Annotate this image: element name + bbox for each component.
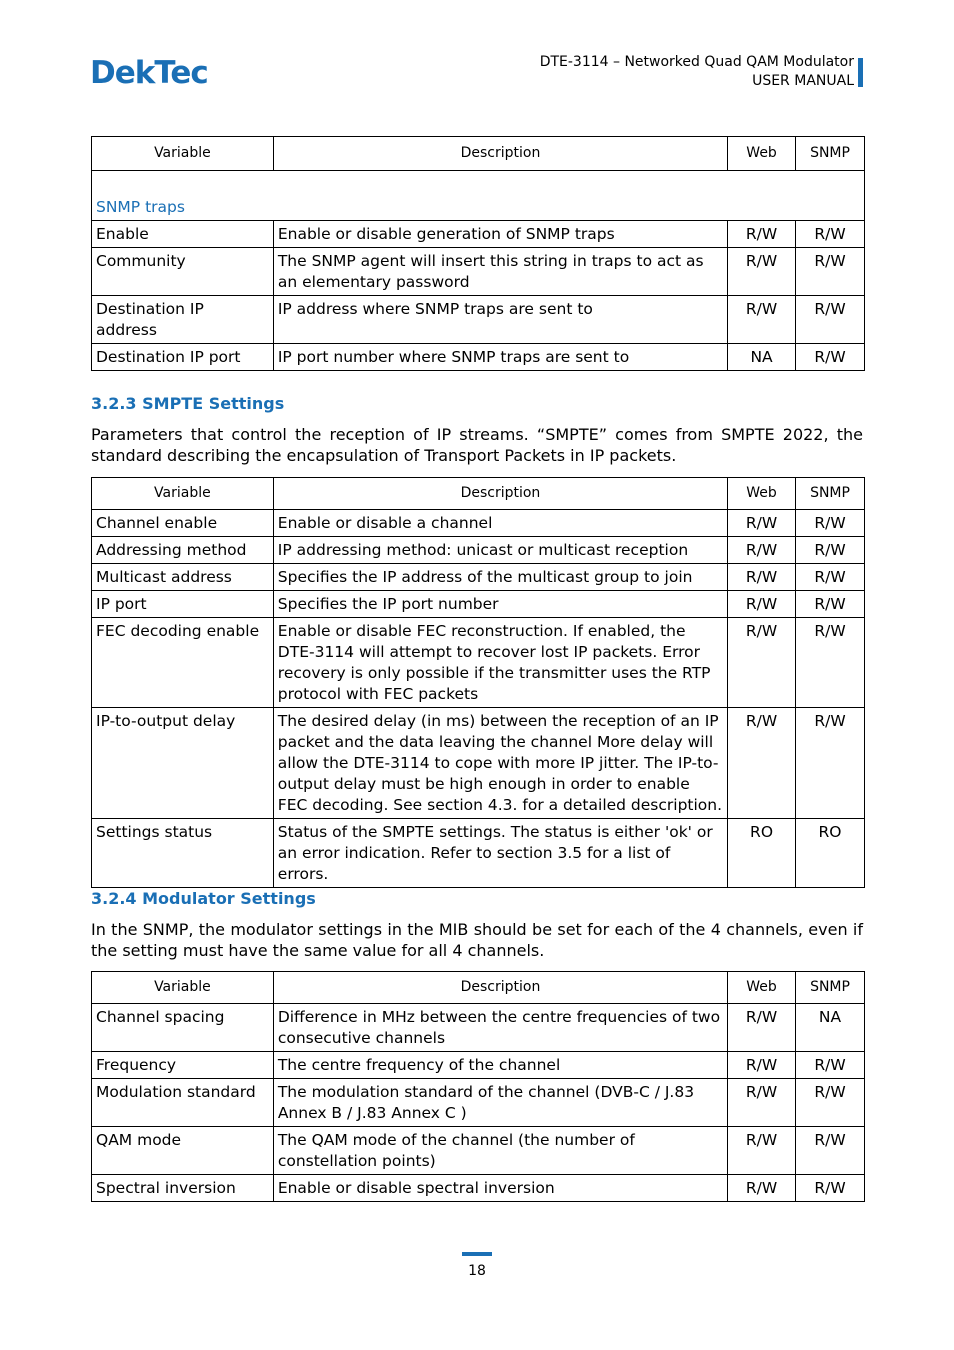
table-row — [92, 221, 865, 248]
variable-cell: Addressing method — [92, 537, 274, 564]
web-access-cell: R/W — [728, 537, 796, 564]
web-access-cell: NA — [728, 344, 796, 371]
snmp-access-cell: RO — [796, 819, 865, 888]
table-row — [92, 591, 865, 618]
snmp-access-cell: R/W — [796, 708, 865, 819]
table-row — [92, 344, 865, 371]
table-row — [92, 296, 865, 344]
web-access-cell: R/W — [728, 1175, 796, 1202]
snmp-access-cell: R/W — [796, 248, 865, 296]
web-access-cell: R/W — [728, 1079, 796, 1127]
col-web: Web — [728, 972, 796, 1004]
col-description: Description — [273, 478, 727, 510]
description-cell: The QAM mode of the channel (the number of constellation points) — [273, 1127, 727, 1175]
header-subtitle: USER MANUAL — [752, 73, 854, 89]
col-snmp: SNMP — [796, 137, 865, 171]
col-web: Web — [728, 137, 796, 171]
variable-cell: QAM mode — [92, 1127, 274, 1175]
section-label: SNMP traps — [92, 171, 865, 221]
col-variable: Variable — [92, 972, 274, 1004]
col-description: Description — [273, 972, 727, 1004]
header-accent-bar — [858, 58, 863, 87]
variable-cell: Destination IP address — [92, 296, 274, 344]
snmp-access-cell: R/W — [796, 537, 865, 564]
table-row — [92, 1052, 865, 1079]
snmp-access-cell: R/W — [796, 1079, 865, 1127]
snmp-access-cell: R/W — [796, 1175, 865, 1202]
web-access-cell: R/W — [728, 618, 796, 708]
modulator-intro: In the SNMP, the modulator settings in the MIB should be set for each of the 4 channels, even if the setting must have the same value for all 4 channels. — [91, 920, 863, 960]
variable-cell: Spectral inversion — [92, 1175, 274, 1202]
description-cell: Enable or disable generation of SNMP traps — [273, 221, 727, 248]
heading-smpte-settings: 3.2.3 SMPTE Settings — [91, 394, 285, 413]
col-description: Description — [273, 137, 727, 171]
snmp-access-cell: NA — [796, 1004, 865, 1052]
snmp-access-cell: R/W — [796, 1127, 865, 1175]
variable-cell: Channel spacing — [92, 1004, 274, 1052]
description-cell: The centre frequency of the channel — [273, 1052, 727, 1079]
web-access-cell: R/W — [728, 1052, 796, 1079]
variable-cell: Settings status — [92, 819, 274, 888]
web-access-cell: R/W — [728, 510, 796, 537]
description-cell: The modulation standard of the channel (DVB-C / J.83 Annex B / J.83 Annex C ) — [273, 1079, 727, 1127]
web-access-cell: R/W — [728, 221, 796, 248]
variable-cell: Enable — [92, 221, 274, 248]
smpte-settings-table — [91, 477, 865, 888]
web-access-cell: R/W — [728, 296, 796, 344]
web-access-cell: R/W — [728, 708, 796, 819]
col-snmp: SNMP — [796, 478, 865, 510]
table-row — [92, 537, 865, 564]
snmp-access-cell: R/W — [796, 344, 865, 371]
table-row — [92, 1079, 865, 1127]
table-row — [92, 1004, 865, 1052]
table-header-row — [92, 478, 865, 510]
table-row — [92, 564, 865, 591]
snmp-access-cell: R/W — [796, 618, 865, 708]
snmp-access-cell: R/W — [796, 510, 865, 537]
modulator-settings-table — [91, 971, 865, 1202]
description-cell: The desired delay (in ms) between the reception of an IP packet and the data leaving the channel More delay will allow the DTE-3114 to cope with more IP jitter. The IP-to-output delay must be high enough in order to enable FEC decoding. See section 4.3. for a detailed description. — [273, 708, 727, 819]
table-row — [92, 708, 865, 819]
description-cell: Enable or disable a channel — [273, 510, 727, 537]
dektec-logo — [90, 55, 220, 87]
description-cell: Status of the SMPTE settings. The status is either 'ok' or an error indication. Refer to section 3.5 for a list of errors. — [273, 819, 727, 888]
col-variable: Variable — [92, 478, 274, 510]
variable-cell: Frequency — [92, 1052, 274, 1079]
header-title: DTE-3114 – Networked Quad QAM Modulator — [539, 54, 854, 70]
web-access-cell: R/W — [728, 1004, 796, 1052]
snmp-traps-table — [91, 136, 865, 371]
variable-cell: Destination IP port — [92, 344, 274, 371]
snmp-access-cell: R/W — [796, 221, 865, 248]
description-cell: Specifies the IP port number — [273, 591, 727, 618]
svg-text:DekTec: DekTec — [90, 55, 208, 87]
table-row — [92, 1127, 865, 1175]
variable-cell: Channel enable — [92, 510, 274, 537]
heading-modulator-settings: 3.2.4 Modulator Settings — [91, 889, 316, 908]
table-row — [92, 819, 865, 888]
table-header-row — [92, 972, 865, 1004]
snmp-access-cell: R/W — [796, 1052, 865, 1079]
table-row — [92, 510, 865, 537]
smpte-intro: Parameters that control the reception of IP streams. “SMPTE” comes from SMPTE 2022, the standard describing the encapsulation of Transport Packets in IP packets. — [91, 425, 863, 465]
variable-cell: Modulation standard — [92, 1079, 274, 1127]
document-header — [540, 53, 854, 91]
variable-cell: FEC decoding enable — [92, 618, 274, 708]
web-access-cell: RO — [728, 819, 796, 888]
snmp-access-cell: R/W — [796, 564, 865, 591]
table-header-row — [92, 137, 865, 171]
col-snmp: SNMP — [796, 972, 865, 1004]
col-web: Web — [728, 478, 796, 510]
col-variable: Variable — [92, 137, 274, 171]
footer-accent-bar — [462, 1252, 492, 1256]
description-cell: Difference in MHz between the centre frequencies of two consecutive channels — [273, 1004, 727, 1052]
description-cell: Enable or disable FEC reconstruction. If enabled, the DTE-3114 will attempt to recover lost IP packets. Error recovery is only possible if the transmitter uses the RTP protocol with FEC packets — [273, 618, 727, 708]
web-access-cell: R/W — [728, 564, 796, 591]
table-row — [92, 248, 865, 296]
description-cell: Specifies the IP address of the multicast group to join — [273, 564, 727, 591]
variable-cell: Multicast address — [92, 564, 274, 591]
description-cell: IP address where SNMP traps are sent to — [273, 296, 727, 344]
snmp-access-cell: R/W — [796, 591, 865, 618]
page-number: 18 — [468, 1263, 486, 1279]
table-row — [92, 618, 865, 708]
web-access-cell: R/W — [728, 248, 796, 296]
variable-cell: IP-to-output delay — [92, 708, 274, 819]
variable-cell: Community — [92, 248, 274, 296]
description-cell: The SNMP agent will insert this string in traps to act as an elementary password — [273, 248, 727, 296]
web-access-cell: R/W — [728, 591, 796, 618]
description-cell: IP port number where SNMP traps are sent to — [273, 344, 727, 371]
section-row — [92, 171, 865, 221]
description-cell: Enable or disable spectral inversion — [273, 1175, 727, 1202]
web-access-cell: R/W — [728, 1127, 796, 1175]
description-cell: IP addressing method: unicast or multicast reception — [273, 537, 727, 564]
snmp-access-cell: R/W — [796, 296, 865, 344]
variable-cell: IP port — [92, 591, 274, 618]
table-row — [92, 1175, 865, 1202]
